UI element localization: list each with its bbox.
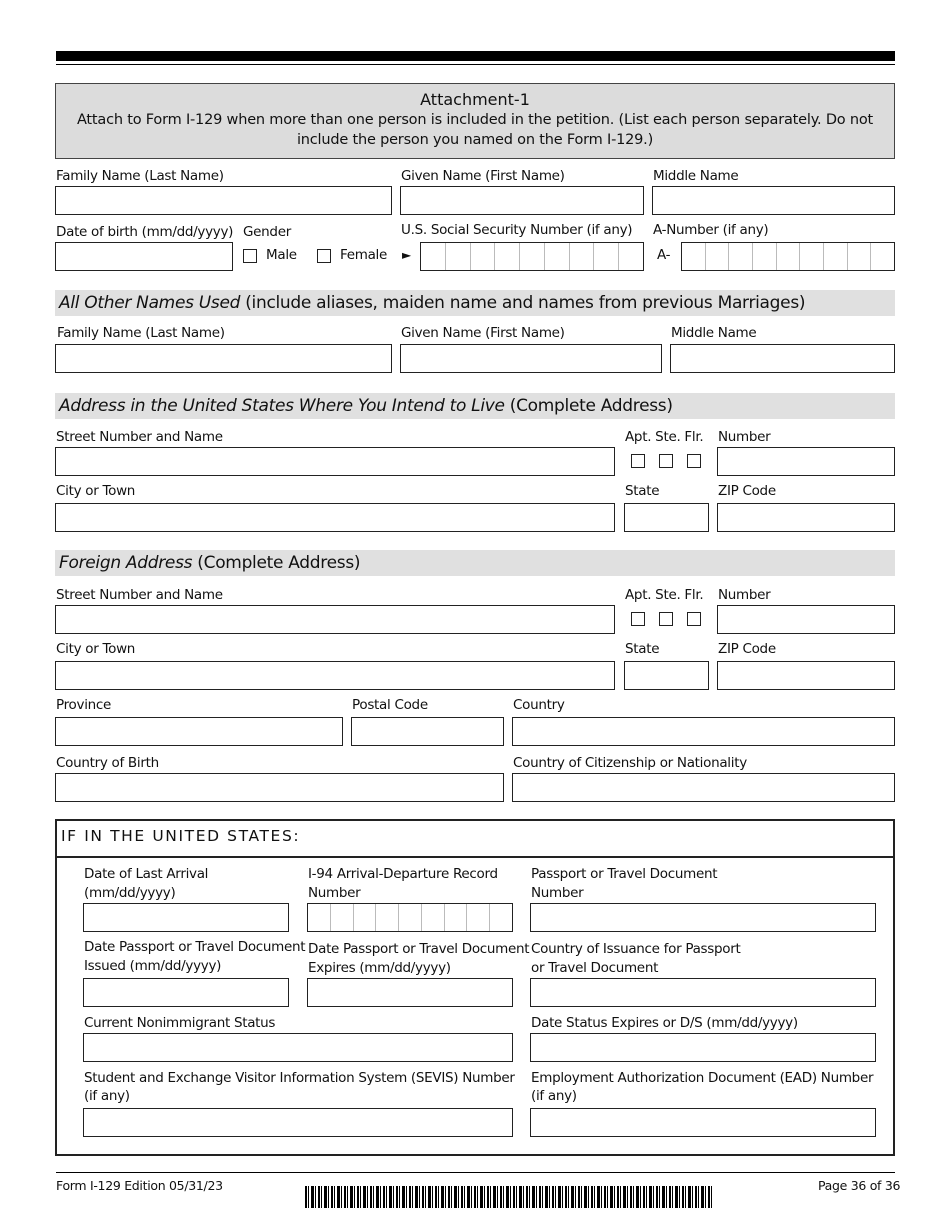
passport-number-label-1: Passport or Travel Document	[531, 866, 718, 882]
us-flr-checkbox[interactable]	[687, 454, 701, 468]
passport-issued-label-2: Issued (mm/dd/yyyy)	[84, 958, 222, 974]
foreign-zip-field[interactable]	[717, 661, 895, 690]
anumber-prefix: A-	[657, 247, 671, 263]
foreign-flr-checkbox[interactable]	[687, 612, 701, 626]
passport-number-label-2: Number	[531, 885, 584, 901]
last-arrival-label-2: (mm/dd/yyyy)	[84, 885, 176, 901]
male-checkbox[interactable]	[243, 249, 257, 263]
sevis-field[interactable]	[83, 1108, 513, 1137]
us-state-field[interactable]	[624, 503, 709, 532]
passport-expires-label-2: Expires (mm/dd/yyyy)	[308, 960, 451, 976]
male-label: Male	[266, 247, 297, 263]
status-expires-field[interactable]	[530, 1033, 876, 1062]
country-of-birth-label: Country of Birth	[56, 755, 159, 771]
us-address-heading	[55, 393, 895, 419]
barcode	[305, 1186, 713, 1208]
in-us-heading: IF IN THE UNITED STATES:	[61, 827, 301, 845]
foreign-zip-label: ZIP Code	[718, 641, 776, 657]
other-middle-name-label: Middle Name	[671, 325, 757, 341]
postal-code-label: Postal Code	[352, 697, 428, 713]
gender-label: Gender	[243, 224, 291, 240]
i94-label-1: I-94 Arrival-Departure Record	[308, 866, 498, 882]
passport-number-field[interactable]	[530, 903, 876, 932]
given-name-field[interactable]	[400, 186, 644, 215]
us-number-label: Number	[718, 429, 771, 445]
other-names-heading	[55, 290, 895, 316]
citizenship-field[interactable]	[512, 773, 895, 802]
passport-issued-field[interactable]	[83, 978, 289, 1007]
us-street-label: Street Number and Name	[56, 429, 223, 445]
given-name-label: Given Name (First Name)	[401, 168, 565, 184]
anumber-field[interactable]	[681, 242, 895, 271]
nonimmigrant-status-field[interactable]	[83, 1033, 513, 1062]
anumber-label: A-Number (if any)	[653, 222, 769, 238]
other-names-heading-italic: All Other Names Used	[59, 293, 241, 313]
province-label: Province	[56, 697, 112, 713]
in-us-heading-rule	[55, 856, 895, 858]
foreign-street-label: Street Number and Name	[56, 587, 223, 603]
ead-label-1: Employment Authorization Document (EAD) Number	[531, 1070, 874, 1086]
foreign-number-field[interactable]	[717, 605, 895, 634]
foreign-address-heading-italic: Foreign Address	[59, 553, 193, 573]
other-middle-name-field[interactable]	[670, 344, 895, 373]
other-names-heading-rest: (include aliases, maiden name and names from previous Marriages)	[240, 293, 806, 313]
us-ste-checkbox[interactable]	[659, 454, 673, 468]
dob-field[interactable]	[55, 242, 233, 271]
other-family-name-field[interactable]	[55, 344, 392, 373]
foreign-city-field[interactable]	[55, 661, 615, 690]
family-name-field[interactable]	[55, 186, 392, 215]
top-thick-rule	[56, 51, 895, 61]
us-city-field[interactable]	[55, 503, 615, 532]
attachment-title: Attachment-1	[420, 90, 530, 109]
us-address-heading-rest: (Complete Address)	[504, 396, 673, 416]
family-name-label: Family Name (Last Name)	[56, 168, 224, 184]
dob-label: Date of birth (mm/dd/yyyy)	[56, 224, 234, 240]
sevis-label-2: (if any)	[84, 1088, 130, 1104]
foreign-street-field[interactable]	[55, 605, 615, 634]
us-city-label: City or Town	[56, 483, 136, 499]
last-arrival-field[interactable]	[83, 903, 289, 932]
footer-form-edition: Form I-129 Edition 05/31/23	[56, 1178, 223, 1193]
passport-issued-label-1: Date Passport or Travel Document	[84, 939, 306, 955]
ssn-arrow-icon: ►	[402, 248, 411, 262]
middle-name-label: Middle Name	[653, 168, 739, 184]
country-field[interactable]	[512, 717, 895, 746]
us-zip-label: ZIP Code	[718, 483, 776, 499]
middle-name-field[interactable]	[652, 186, 895, 215]
footer-page-number: Page 36 of 36	[818, 1178, 901, 1193]
foreign-state-label: State	[625, 641, 660, 657]
citizenship-label: Country of Citizenship or Nationality	[513, 755, 747, 771]
sevis-label-1: Student and Exchange Visitor Information System (SEVIS) Number	[84, 1070, 515, 1086]
i94-label-2: Number	[308, 885, 361, 901]
country-issuance-field[interactable]	[530, 978, 876, 1007]
us-apt-checkbox[interactable]	[631, 454, 645, 468]
ssn-field[interactable]	[420, 242, 644, 271]
foreign-apt-label: Apt. Ste. Flr.	[625, 587, 704, 603]
i94-field[interactable]	[307, 903, 513, 932]
us-apt-label: Apt. Ste. Flr.	[625, 429, 704, 445]
female-label: Female	[340, 247, 388, 263]
top-thin-rule	[56, 64, 895, 65]
postal-code-field[interactable]	[351, 717, 504, 746]
attachment-header	[55, 83, 895, 159]
female-checkbox[interactable]	[317, 249, 331, 263]
foreign-address-heading-rest: (Complete Address)	[192, 553, 361, 573]
us-number-field[interactable]	[717, 447, 895, 476]
foreign-city-label: City or Town	[56, 641, 136, 657]
passport-expires-field[interactable]	[307, 978, 513, 1007]
foreign-number-label: Number	[718, 587, 771, 603]
last-arrival-label-1: Date of Last Arrival	[84, 866, 209, 882]
foreign-ste-checkbox[interactable]	[659, 612, 673, 626]
foreign-state-field[interactable]	[624, 661, 709, 690]
ssn-label: U.S. Social Security Number (if any)	[401, 222, 633, 238]
country-of-birth-field[interactable]	[55, 773, 504, 802]
us-address-heading-italic: Address in the United States Where You Intend to Live	[59, 396, 505, 416]
nonimmigrant-status-label: Current Nonimmigrant Status	[84, 1015, 276, 1031]
country-issuance-label-1: Country of Issuance for Passport	[531, 941, 741, 957]
status-expires-label: Date Status Expires or D/S (mm/dd/yyyy)	[531, 1015, 798, 1031]
foreign-apt-checkbox[interactable]	[631, 612, 645, 626]
attachment-instruction: Attach to Form I-129 when more than one person is included in the petition. (List each person separately. Do not include the person you named on the Form I-129.)	[76, 112, 874, 148]
footer-rule	[56, 1172, 895, 1173]
us-street-field[interactable]	[55, 447, 615, 476]
passport-expires-label-1: Date Passport or Travel Document	[308, 941, 530, 957]
country-issuance-label-2: or Travel Document	[531, 960, 659, 976]
ead-label-2: (if any)	[531, 1088, 577, 1104]
us-zip-field[interactable]	[717, 503, 895, 532]
ead-field[interactable]	[530, 1108, 876, 1137]
other-given-name-label: Given Name (First Name)	[401, 325, 565, 341]
country-label: Country	[513, 697, 565, 713]
foreign-address-heading	[55, 550, 895, 576]
province-field[interactable]	[55, 717, 343, 746]
us-state-label: State	[625, 483, 660, 499]
other-given-name-field[interactable]	[400, 344, 662, 373]
other-family-name-label: Family Name (Last Name)	[57, 325, 225, 341]
